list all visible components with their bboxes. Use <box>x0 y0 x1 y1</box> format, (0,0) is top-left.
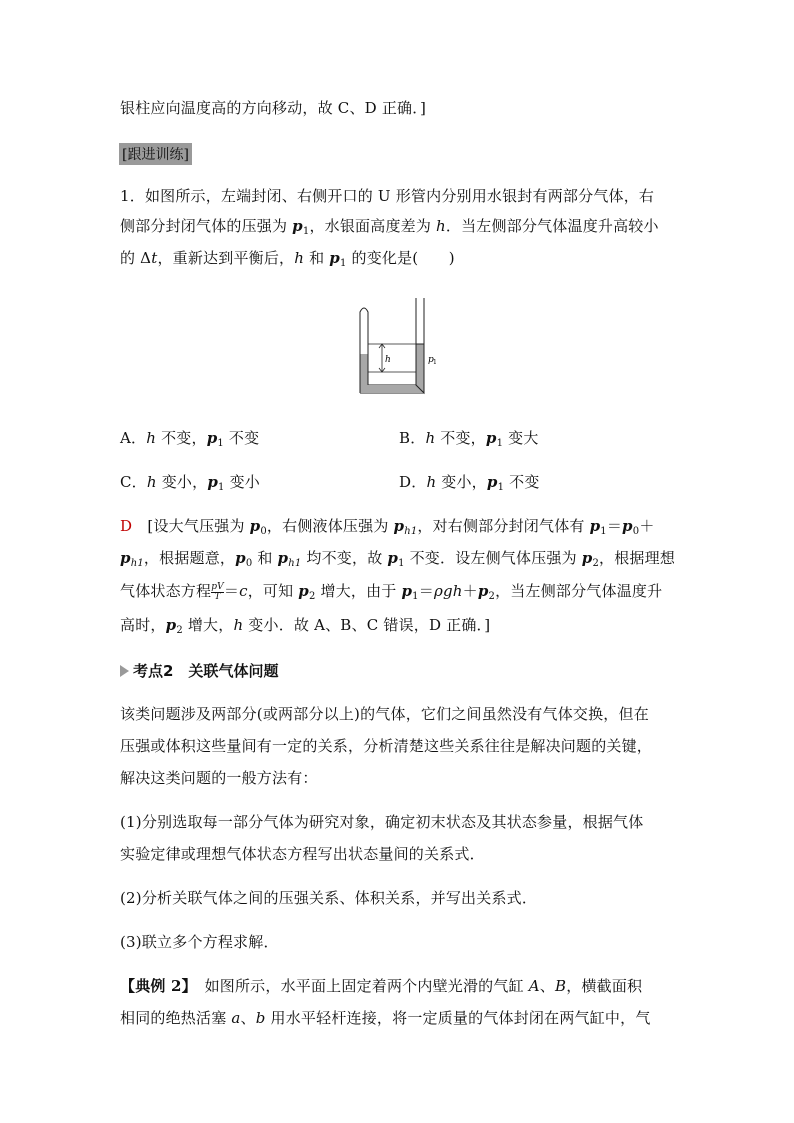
step-1-line-2: 实验定律或理想气体状态方程写出状态量间的关系式． <box>120 845 485 863</box>
mercury-bottom <box>360 385 424 393</box>
step-1-line-1: (1)分别选取每一部分气体为研究对象，确定初末状态及其状态参量，根据气体 <box>120 813 644 831</box>
example-label: 【典例 2】 <box>120 977 190 995</box>
paragraph-line-3: 解决这类问题的一般方法有： <box>120 769 318 787</box>
figure-p-label: p <box>428 355 434 365</box>
option-d[interactable]: D．h 变小，$p_1$ 不变 <box>399 473 540 493</box>
pv-over-t-fraction: $\frac{pV}{T}$ <box>211 581 224 602</box>
step-2: (2)分析关联气体之间的压强关系、体积关系，并写出关系式． <box>120 889 538 907</box>
example-2-line-2: 相同的绝热活塞 a、b 用水平轻杆连接，将一定质量的气体封闭在两气缸中，气 <box>120 1009 651 1027</box>
paragraph-line-2: 压强或体积这些量间有一定的关系，分析清楚这些关系往往是解决问题的关键， <box>120 737 653 755</box>
step-3: (3)联立多个方程求解． <box>120 933 279 951</box>
question-1-line-1: 1．如图所示，左端封闭、右侧开口的 U 形管内分别用水银封有两部分气体，右 <box>120 187 655 205</box>
answer-line-3: 气体状态方程 $\frac{pV}{T}$ ＝c，可知 $p_2$ 增大，由于 $p_1=\rho gh+p_2$，当左侧部分气体温度升 <box>120 581 663 602</box>
answer-line-4: 高时，$p_2$ 增大，h 变小．故 A、B、C 错误，D 正确．] <box>120 616 491 636</box>
answer-letter: D <box>120 517 133 535</box>
section-heading: 考点2 关联气体问题 <box>120 660 278 681</box>
answer-line-2: $p_{h1}$，根据题意，$p_0$ 和 $p_{h1}$ 均不变，故 $p_1$ 不变．设左侧气体压强为 $p_2$，根据理想 <box>120 549 676 569</box>
figure-p-sub: 1 <box>433 359 437 366</box>
question-1-line-3: 的 Δt，重新达到平衡后，h 和 $p_1$ 的变化是( ) <box>120 249 455 269</box>
answer-line-1: D [设大气压强为 $p_0$，右侧液体压强为 $p_{h1}$，对右侧部分封闭气体有 $p_1=p_0+$ <box>120 517 655 537</box>
follow-up-training-tag: [跟进训练] <box>119 143 192 165</box>
paragraph-line-1: 该类问题涉及两部分(或两部分以上)的气体，它们之间虽然没有气体交换，但在 <box>120 705 649 723</box>
u-tube-figure <box>356 292 446 404</box>
option-b[interactable]: B．h 不变，$p_1$ 变大 <box>399 429 539 449</box>
option-a[interactable]: A．h 不变，$p_1$ 不变 <box>120 429 260 449</box>
example-2-line-1: 【典例 2】 如图所示，水平面上固定着两个内壁光滑的气缸 A、B，横截面积 <box>120 977 643 995</box>
figure-h-label: h <box>385 355 391 365</box>
mercury-column-right <box>416 344 424 393</box>
triangle-bullet-icon <box>120 665 129 677</box>
question-1-line-2: 侧部分封闭气体的压强为 $p_1$，水银面高度差为 h．当左侧部分气体温度升高较小 <box>120 217 659 237</box>
option-c[interactable]: C．h 变小，$p_1$ 变小 <box>120 473 260 493</box>
continuation-line: 银柱应向温度高的方向移动，故 C、D 正确．] <box>120 99 426 117</box>
